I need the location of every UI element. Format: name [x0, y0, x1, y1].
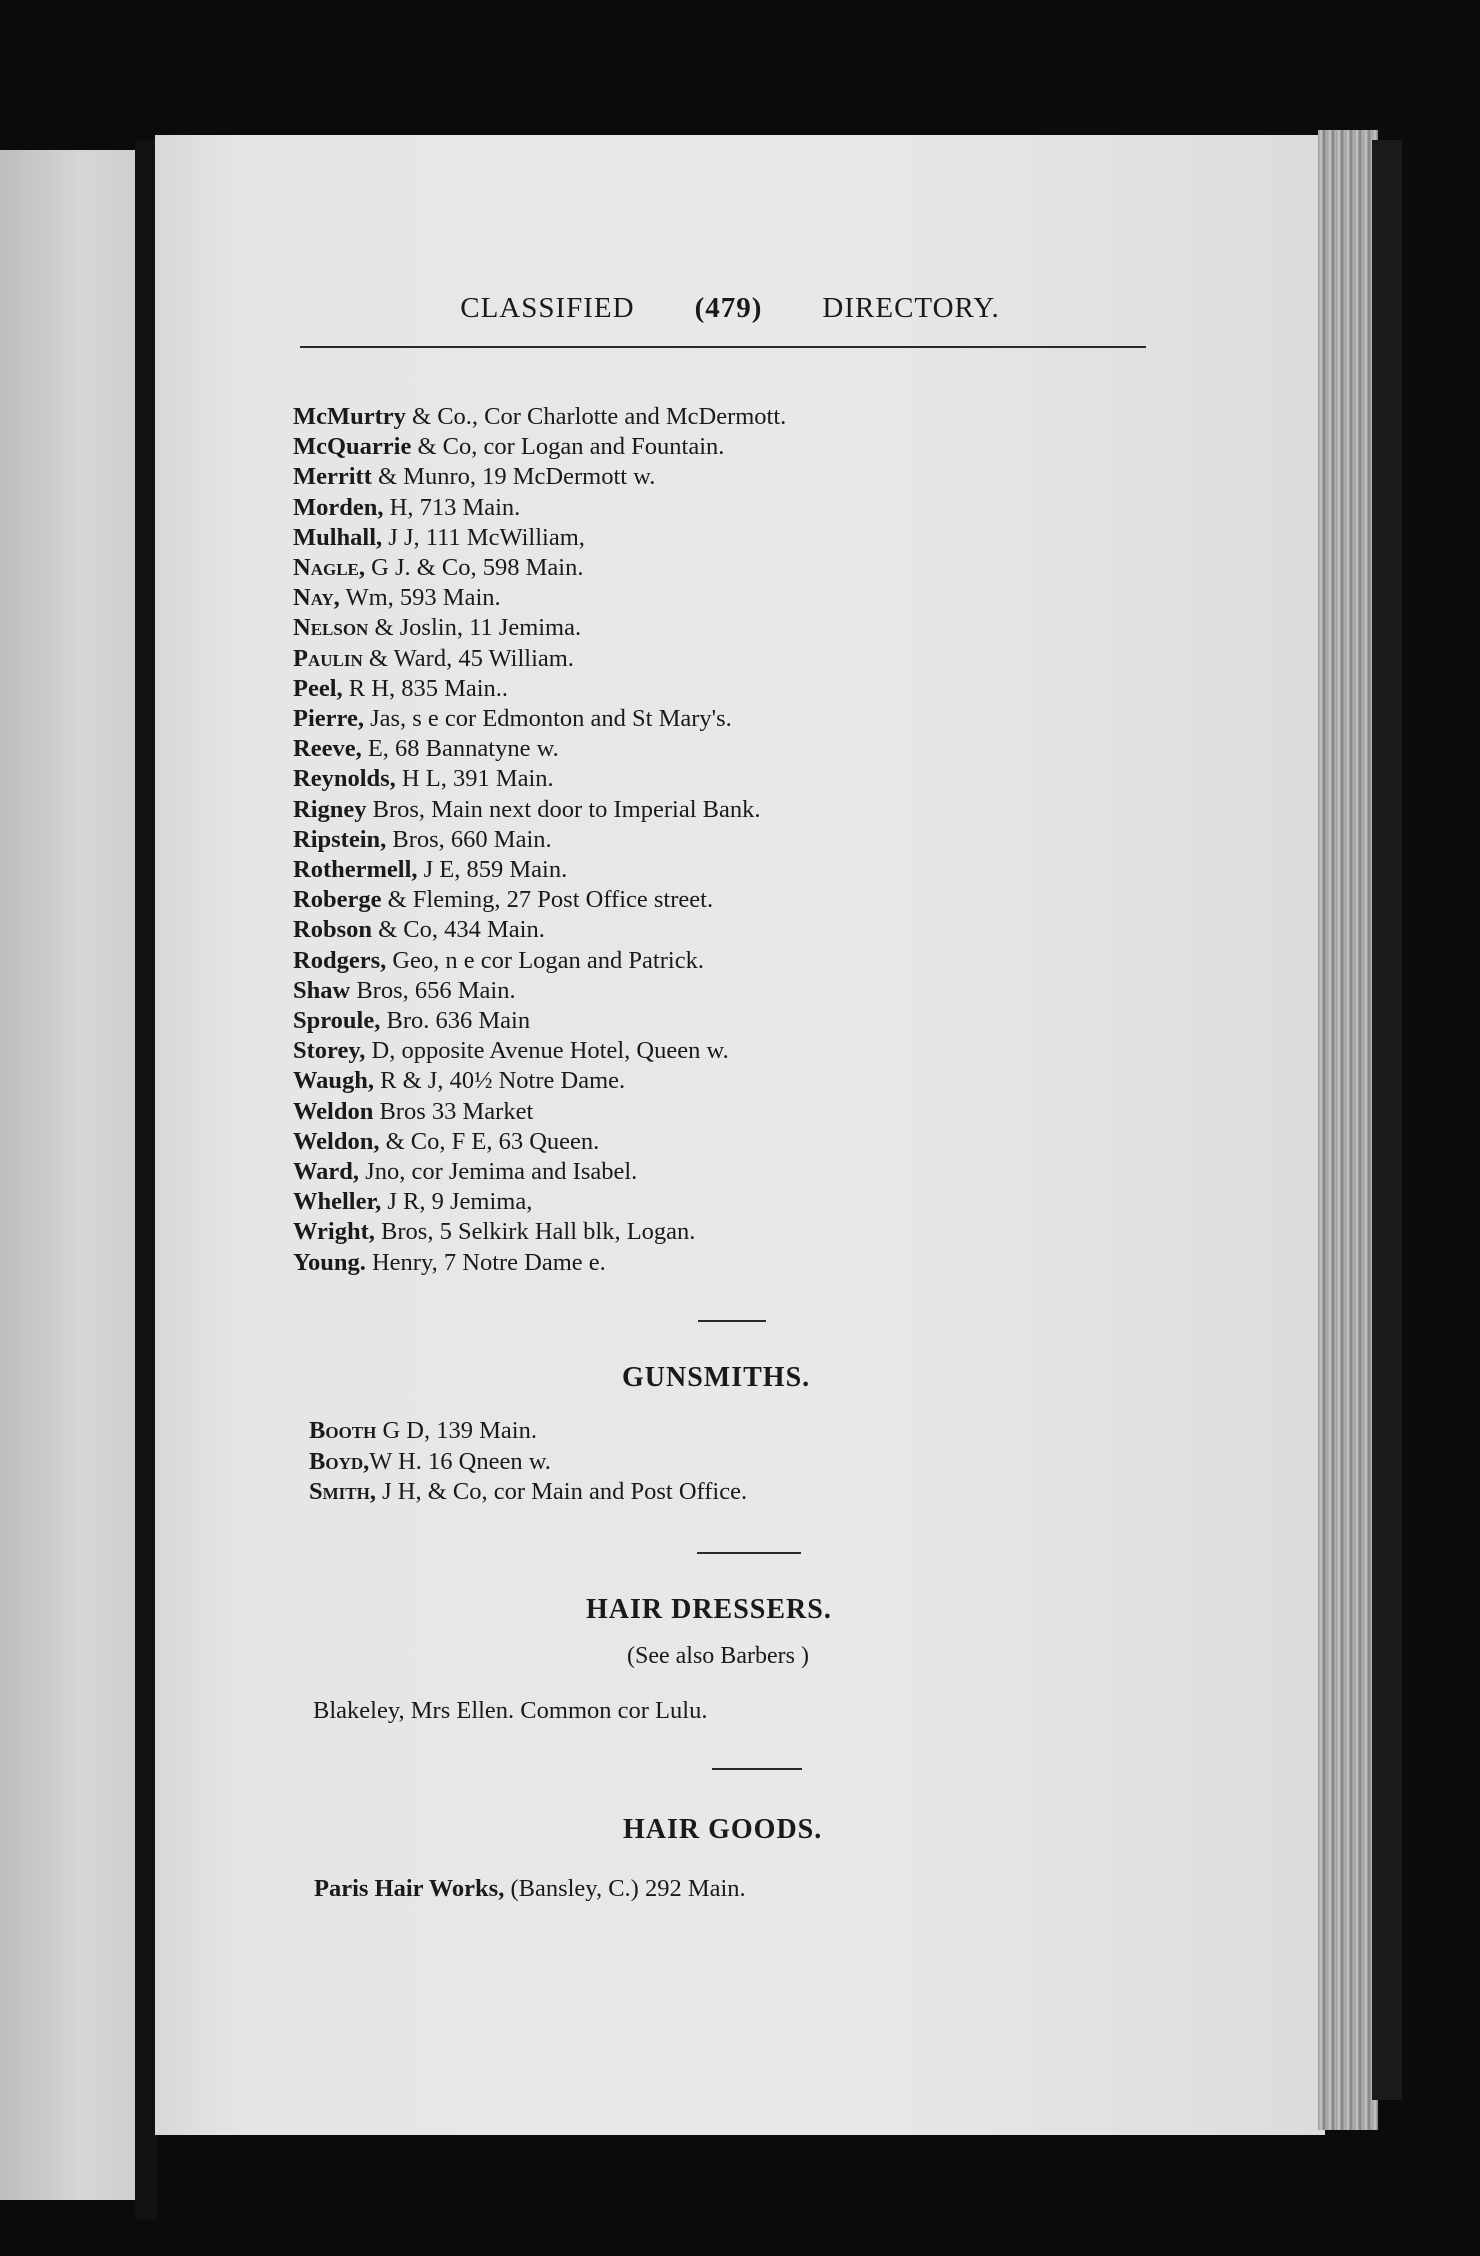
list-item	[293, 583, 786, 613]
entry-name: Morden,	[293, 493, 384, 521]
entry-name: Nay,	[293, 584, 340, 612]
list-item	[293, 1217, 786, 1247]
entry-detail: J R, 9 Jemima,	[381, 1188, 533, 1216]
entry-detail: W H. 16 Qneen w.	[369, 1447, 551, 1475]
entry-detail: J H, & Co, cor Main and Post Office.	[375, 1478, 748, 1505]
entry-detail: R H, 835 Main..	[342, 674, 509, 702]
entry-name: Nagle,	[293, 554, 365, 582]
entry-detail: Henry, 7 Notre Dame e.	[365, 1248, 606, 1276]
list-item	[313, 1696, 707, 1727]
section-divider	[697, 1552, 801, 1554]
directory-entries	[293, 402, 786, 1278]
entry-name: Reeve,	[293, 735, 362, 763]
entry-name: Shaw	[293, 976, 351, 1004]
entry-name: Boyd,	[309, 1447, 370, 1475]
running-head	[300, 292, 1160, 325]
list-item	[293, 432, 786, 462]
entry-name: Waugh,	[293, 1067, 375, 1095]
entry-name: Sproule,	[293, 1007, 381, 1035]
list-item	[293, 1036, 786, 1066]
list-item	[293, 1127, 786, 1157]
entry-detail: & Co, cor Logan and Fountain.	[411, 433, 725, 461]
entry-detail: H, 713 Main.	[383, 493, 521, 521]
entry-name: Peel,	[293, 674, 343, 702]
book-cover-edge	[1372, 140, 1402, 2100]
entry-detail: & Co, F E, 63 Queen.	[379, 1127, 600, 1155]
entry-detail: & Munro, 19 McDermott w.	[371, 463, 656, 491]
entry-detail: (Bansley, C.) 292 Main.	[504, 1875, 746, 1902]
entry-name: Young.	[293, 1248, 366, 1276]
entry-name: Blakeley,	[313, 1697, 405, 1724]
entry-detail: G J. & Co, 598 Main.	[365, 554, 584, 582]
list-item	[293, 523, 786, 553]
section-heading-hair-dressers: HAIR DRESSERS.	[586, 1594, 832, 1625]
section-heading-gunsmiths: GUNSMITHS.	[622, 1362, 811, 1393]
list-item	[309, 1477, 747, 1508]
entry-name: Paulin	[293, 644, 363, 672]
entry-detail: & Ward, 45 William.	[362, 644, 574, 672]
hair-goods-entries	[314, 1874, 746, 1905]
entry-detail: R & J, 40½ Notre Dame.	[374, 1067, 626, 1095]
entry-detail: J E, 859 Main.	[417, 856, 568, 884]
entry-name: Rodgers,	[293, 946, 387, 974]
entry-name: Booth	[309, 1417, 377, 1444]
entry-detail: J J, 111 McWilliam,	[382, 523, 585, 551]
list-item	[293, 764, 786, 794]
list-item	[293, 885, 786, 915]
list-item	[293, 1006, 786, 1036]
section-heading-hair-goods: HAIR GOODS.	[623, 1814, 823, 1845]
entry-name: Wright,	[293, 1218, 375, 1246]
entry-name: Weldon,	[293, 1127, 380, 1155]
entry-detail: Mrs Ellen. Common cor Lulu.	[404, 1697, 708, 1724]
entry-name: Wheller,	[293, 1188, 382, 1216]
list-item	[293, 825, 786, 855]
entry-detail: Wm, 593 Main.	[339, 584, 501, 612]
header-rule	[300, 346, 1146, 348]
list-item	[293, 1157, 786, 1187]
entry-detail: E, 68 Bannatyne w.	[361, 735, 559, 763]
entry-detail: Geo, n e cor Logan and Patrick.	[386, 946, 704, 974]
entry-name: Ward,	[293, 1158, 360, 1186]
entry-detail: D, opposite Avenue Hotel, Queen w.	[365, 1037, 729, 1065]
list-item	[293, 946, 786, 976]
entry-name: Pierre,	[293, 705, 364, 733]
page-stack-edges	[1318, 130, 1378, 2130]
entry-detail: G D, 139 Main.	[376, 1417, 537, 1444]
entry-detail: Bro. 636 Main	[380, 1007, 531, 1035]
list-item	[293, 1066, 786, 1096]
list-item	[293, 644, 786, 674]
entry-name: Rothermell,	[293, 856, 418, 884]
entry-detail: & Co., Cor Charlotte and McDermott.	[405, 403, 787, 430]
list-item	[293, 1187, 786, 1217]
running-head-left: CLASSIFIED	[460, 292, 635, 324]
entry-name: Nelson	[293, 614, 369, 642]
list-item	[293, 462, 786, 492]
entry-detail: Bros 33 Market	[373, 1097, 534, 1125]
entry-detail: Bros, 656 Main.	[350, 976, 516, 1004]
entry-detail: H L, 391 Main.	[395, 765, 554, 793]
entry-name: Rigney	[293, 795, 367, 823]
list-item	[309, 1447, 747, 1478]
entry-name: Robson	[293, 916, 372, 944]
entry-name: McMurtry	[293, 403, 406, 430]
list-item	[293, 493, 786, 523]
entry-name: Mulhall,	[293, 523, 383, 551]
entry-detail: & Fleming, 27 Post Office street.	[381, 886, 714, 914]
list-item	[293, 1097, 786, 1127]
entry-detail: & Joslin, 11 Jemima.	[368, 614, 582, 642]
list-item	[293, 734, 786, 764]
list-item	[293, 855, 786, 885]
list-item	[293, 976, 786, 1006]
list-item	[293, 915, 786, 945]
list-item	[293, 674, 786, 704]
entry-name: Reynolds,	[293, 765, 396, 793]
list-item	[293, 553, 786, 583]
entry-name: Ripstein,	[293, 825, 387, 853]
entry-detail: Jno, cor Jemima and Isabel.	[359, 1158, 638, 1186]
entry-detail: Bros, 660 Main.	[386, 825, 552, 853]
list-item	[293, 795, 786, 825]
entry-name: Storey,	[293, 1037, 366, 1065]
list-item	[293, 1248, 786, 1278]
gunsmiths-entries	[309, 1416, 747, 1508]
entry-detail: Bros, Main next door to Imperial Bank.	[366, 795, 761, 823]
entry-name: Smith,	[309, 1478, 376, 1505]
book-gutter	[135, 140, 157, 2220]
entry-name: Paris Hair Works,	[314, 1875, 505, 1902]
entry-detail: Bros, 5 Selkirk Hall blk, Logan.	[374, 1218, 696, 1246]
list-item	[293, 613, 786, 643]
entry-name: McQuarrie	[293, 433, 412, 461]
section-divider	[712, 1768, 802, 1770]
entry-name: Roberge	[293, 886, 382, 914]
page-number: (479)	[694, 292, 763, 324]
entry-detail: & Co, 434 Main.	[371, 916, 545, 944]
section-divider	[698, 1320, 766, 1322]
entry-detail: Jas, s e cor Edmonton and St Mary's.	[363, 705, 732, 733]
entry-name: Weldon	[293, 1097, 374, 1125]
list-item	[293, 402, 786, 432]
left-page-edge	[0, 150, 135, 2200]
list-item	[314, 1874, 746, 1905]
list-item	[293, 704, 786, 734]
running-head-right: DIRECTORY.	[822, 292, 1000, 324]
hair-dressers-entries	[313, 1696, 707, 1727]
see-also-note: (See also Barbers )	[627, 1643, 809, 1669]
entry-name: Merritt	[293, 463, 372, 491]
list-item	[309, 1416, 747, 1447]
